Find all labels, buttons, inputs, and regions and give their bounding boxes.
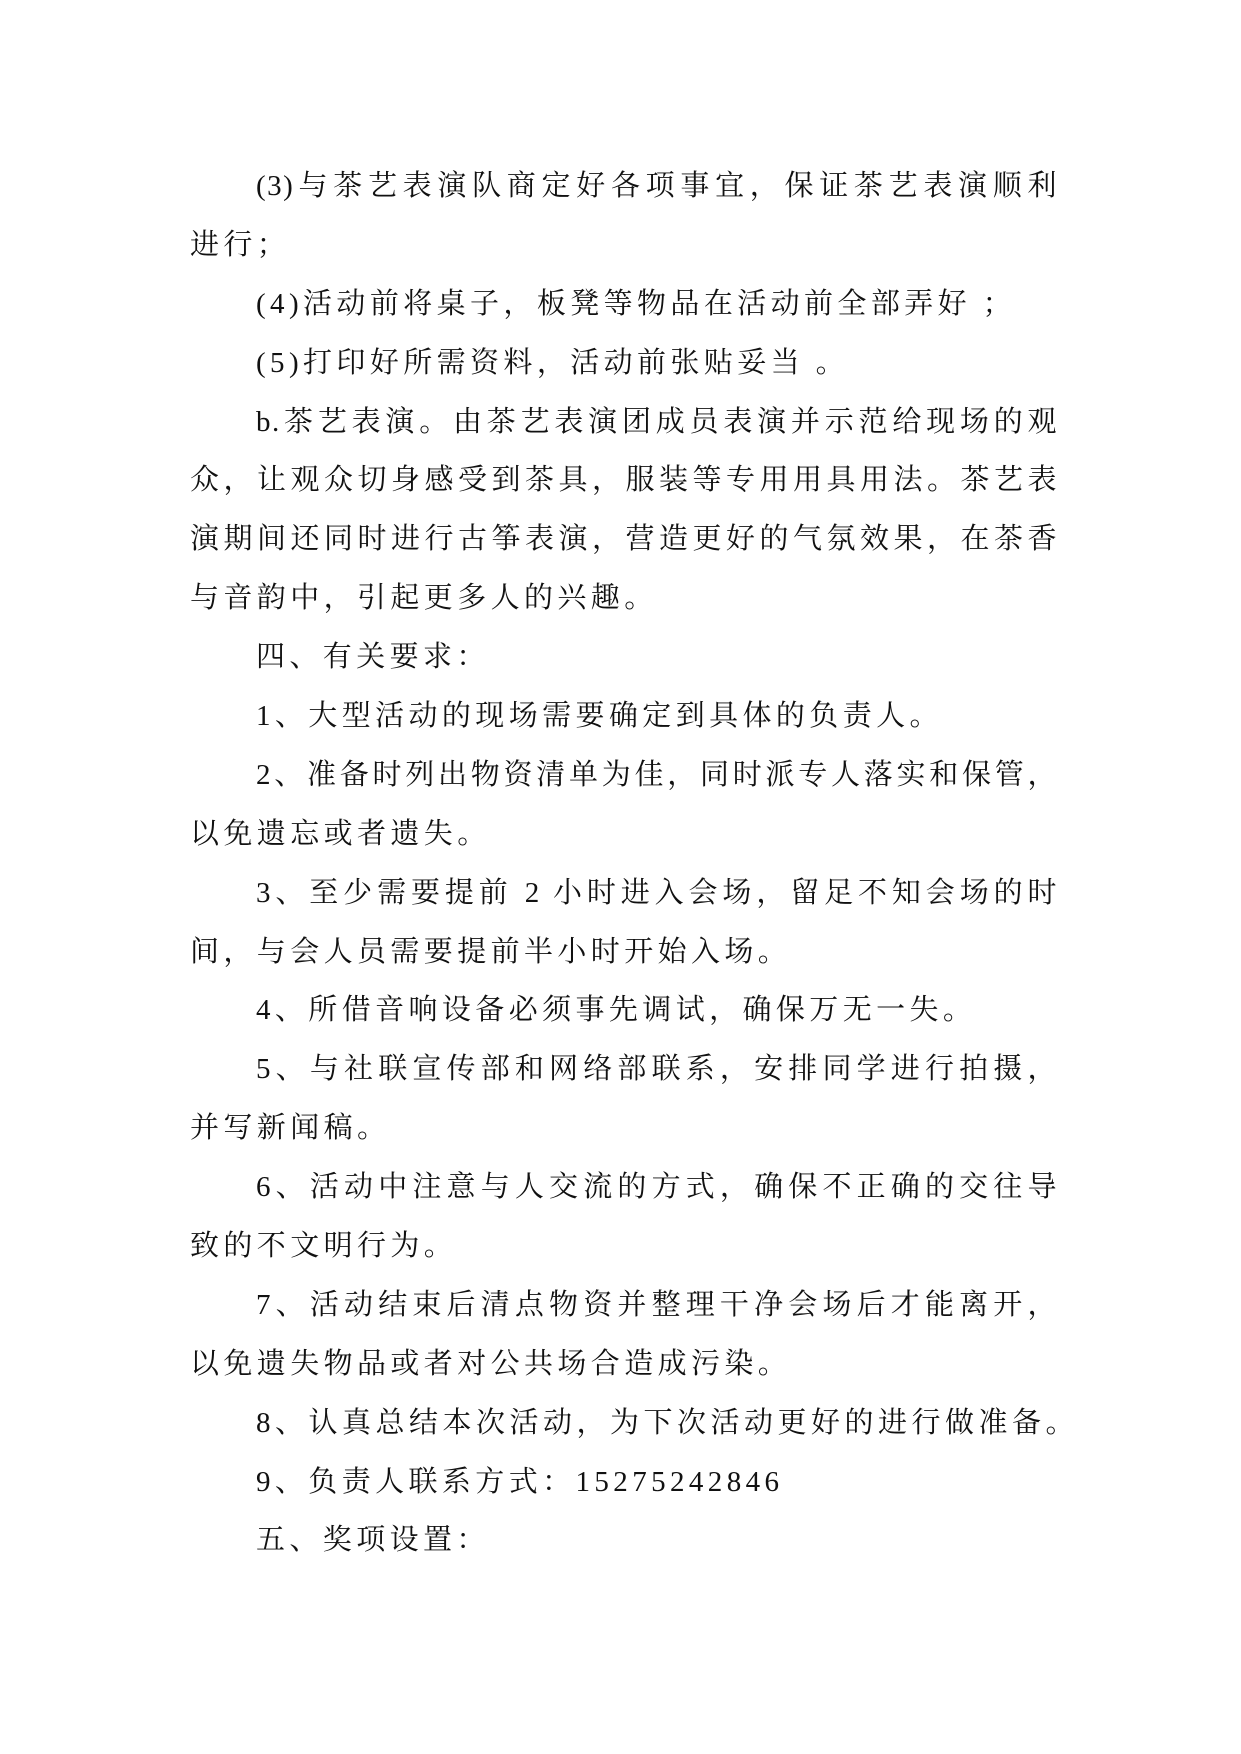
document-body [0,157,1241,1570]
text-line: 并写新闻稿。 [190,1112,391,1145]
text-line: 7、活动结束后清点物资并整理干净会场后才能离开， [256,1288,1058,1321]
requirement-item-1 [0,687,1241,746]
text-line: 以免遗忘或者遗失。 [190,817,491,850]
text-line: 演期间还同时进行古筝表演，营造更好的气氛效果，在茶香 [190,523,1058,556]
section-heading-awards [0,1511,1241,1570]
text-line: 3、至少需要提前 2 小时进入会场，留足不知会场的时 [256,876,1058,909]
paragraph-item-3 [0,157,1241,275]
text-line: 6、活动中注意与人交流的方式，确保不正确的交往导 [256,1171,1058,1204]
text-line: 众，让观众切身感受到茶具，服装等专用用具用法。茶艺表 [190,464,1058,497]
text-line: 1、大型活动的现场需要确定到具体的负责人。 [256,700,943,733]
section-heading: 五、奖项设置： [256,1524,490,1557]
contact-line: 9、负责人联系方式：15275242846 [256,1465,784,1498]
requirement-item-7 [0,1276,1241,1394]
requirement-item-6 [0,1158,1241,1276]
text-line: 致的不文明行为。 [190,1230,458,1263]
text-line: 间，与会人员需要提前半小时开始入场。 [190,935,792,968]
text-line: 5、与社联宣传部和网络部联系，安排同学进行拍摄， [256,1053,1058,1086]
paragraph-tea-performance [0,393,1241,629]
text-line: (4)活动前将桌子，板凳等物品在活动前全部弄好 ； [256,287,1017,320]
requirement-item-8 [0,1394,1241,1453]
requirement-item-2 [0,746,1241,864]
section-heading: 四、有关要求： [256,641,490,674]
requirement-item-4 [0,981,1241,1040]
section-heading-requirements [0,628,1241,687]
text-line: 以免遗失物品或者对公共场合造成污染。 [190,1347,792,1380]
paragraph-item-5 [0,334,1241,393]
requirement-item-5 [0,1040,1241,1158]
text-line: 2、准备时列出物资清单为佳，同时派专人落实和保管， [256,758,1058,791]
text-line: 进行； [190,228,291,261]
requirement-item-3 [0,864,1241,982]
paragraph-item-4 [0,275,1241,334]
text-line: 与音韵中，引起更多人的兴趣。 [190,582,658,615]
text-line: (5)打印好所需资料，活动前张贴妥当 。 [256,346,850,379]
text-line: 8、认真总结本次活动，为下次活动更好的进行做准备。 [256,1406,1076,1439]
text-line: (3)与茶艺表演队商定好各项事宜，保证茶艺表演顺利 [256,170,1058,202]
text-line: b.茶艺表演。由茶艺表演团成员表演并示范给现场的观 [256,405,1058,438]
text-line: 4、所借音响设备必须事先调试，确保万无一失。 [256,994,977,1027]
requirement-item-9-contact [0,1453,1241,1512]
